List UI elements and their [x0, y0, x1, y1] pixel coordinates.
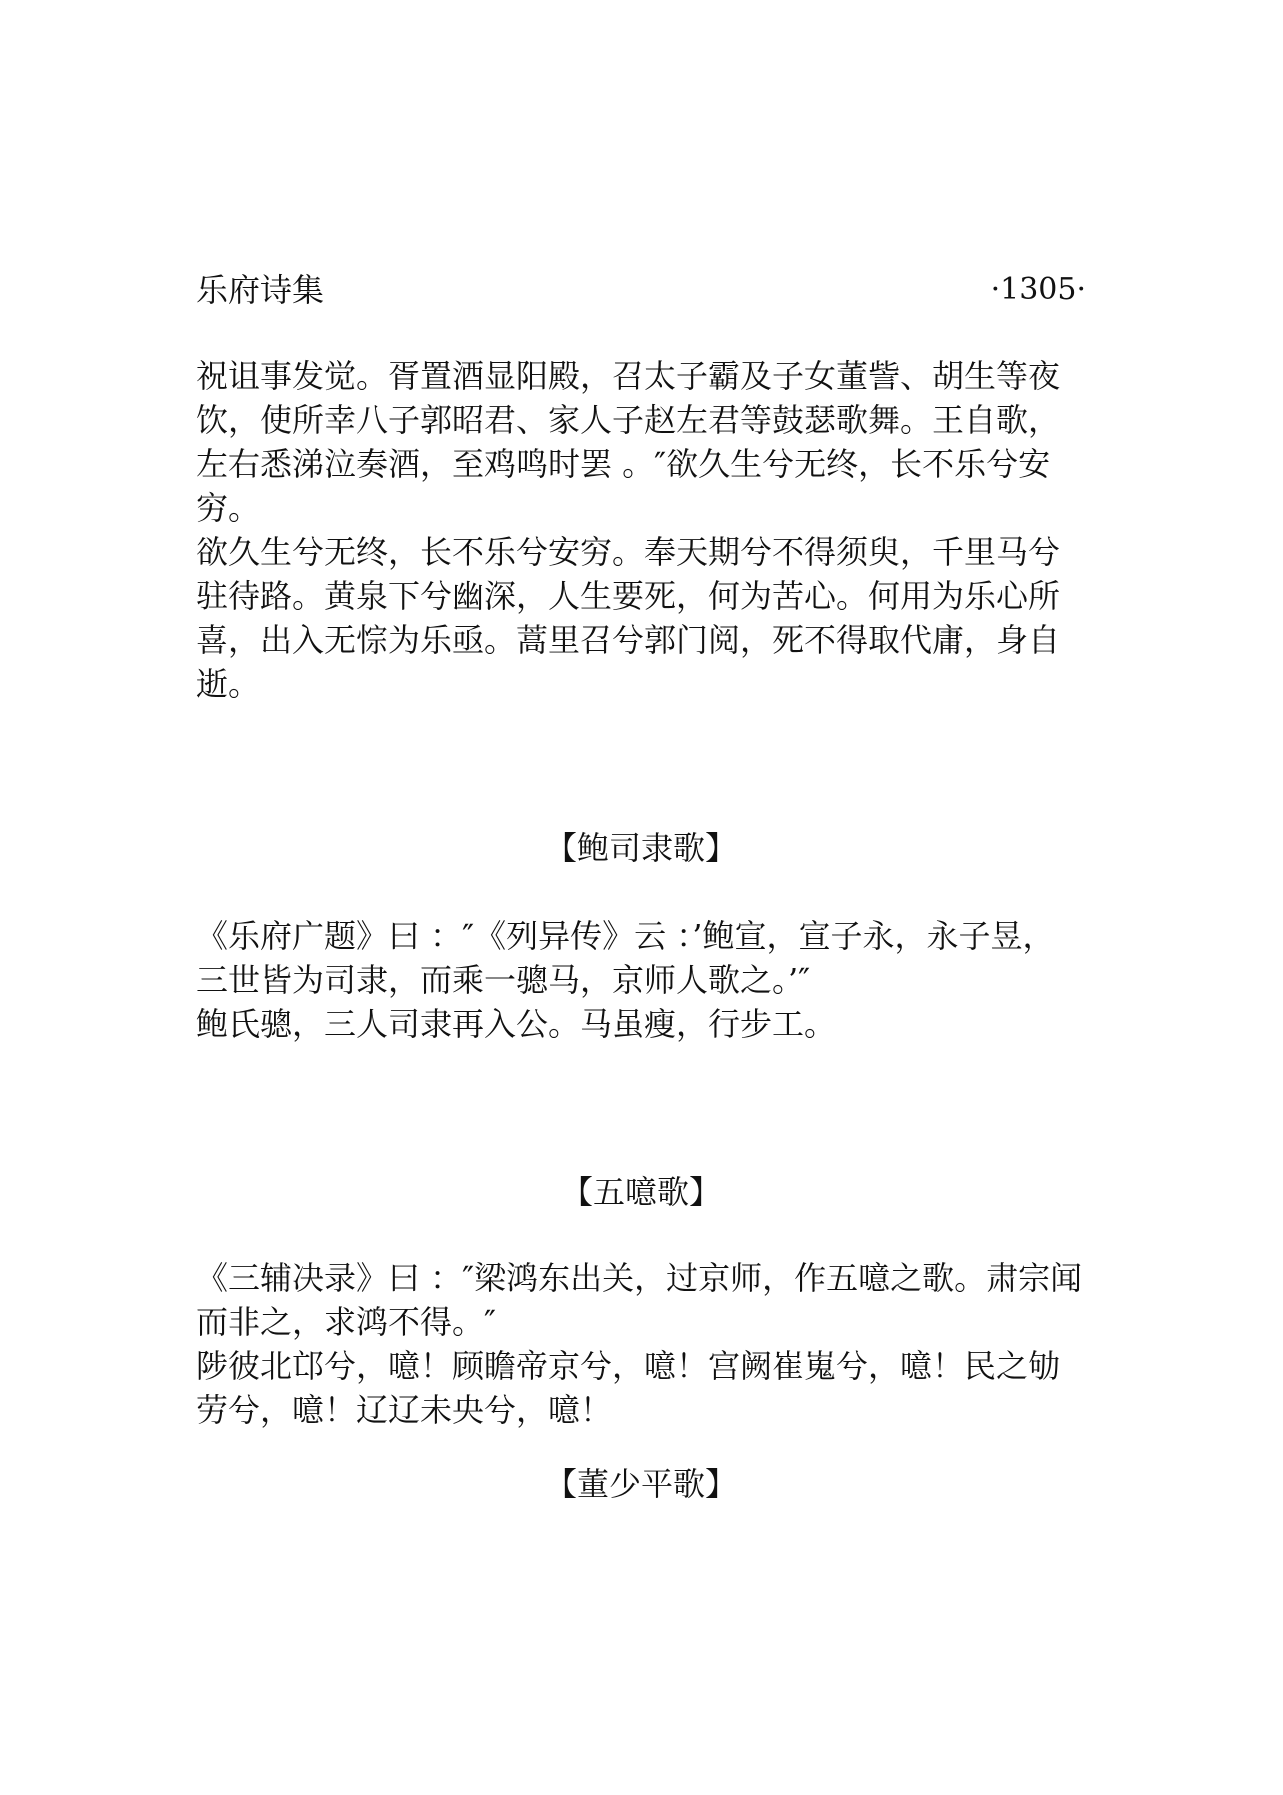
section-text: 鲍氏骢，三人司隶再入公。马虽瘦，行步工。	[196, 1005, 837, 1043]
page-header	[196, 268, 1086, 312]
section-note: 《乐府广题》曰 ：″《列异传》云 ：’鲍宣，宣子永，永子昱，三世皆为司隶，而乘一骢马，京师人歌之。’″	[196, 917, 1055, 999]
intro-note: 祝诅事发觉。胥置酒显阳殿，召太子霸及子女董訾、胡生等夜饮，使所幸八子郭昭君、家人子赵左君等鼓瑟歌舞。王自歌，左右悉涕泣奏酒，至鸡鸣时罢 。″欲久生兮无终，长不乐兮安穷。	[196, 357, 1061, 527]
book-title: 乐府诗集	[196, 271, 325, 309]
section-title: 【鲍司隶歌】	[544, 829, 737, 867]
section-text: 陟彼北邙兮，噫！顾瞻帝京兮，噫！宫阙崔嵬兮，噫！民之劬劳兮，噫！辽辽未央兮，噫！	[196, 1347, 1061, 1429]
section-title: 【董少平歌】	[544, 1465, 737, 1503]
poem-text: 欲久生兮无终，长不乐兮安穷。奉天期兮不得须臾，千里马兮驻待路。黄泉下兮幽深，人生要死，何为苦心。何用为乐心所喜，出入无悰为乐亟。蒿里召兮郭门阅，死不得取代庸，身自逝。	[196, 533, 1061, 703]
section-note: 《三辅决录》曰 ：″梁鸿东出关，过京师，作五噫之歌。肃宗闻而非之，求鸿不得。″	[196, 1259, 1083, 1341]
page-number: ·1305·	[990, 272, 1086, 307]
section-title: 【五噫歌】	[560, 1173, 721, 1211]
